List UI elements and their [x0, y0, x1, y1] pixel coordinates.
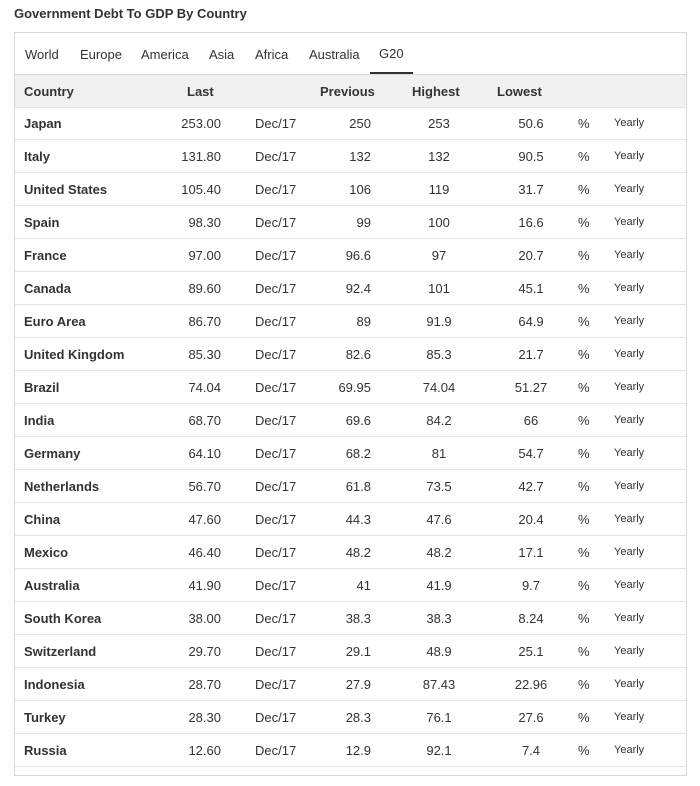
lowest-value-cell: 20.7 — [518, 248, 544, 263]
country-cell[interactable]: South Korea — [24, 611, 102, 626]
unit-cell: % — [578, 512, 590, 527]
lowest-value-cell: 45.1 — [518, 281, 544, 296]
lowest-value-cell: 25.1 — [518, 644, 544, 659]
previous-value-cell: 92.4 — [345, 281, 371, 296]
table-header — [15, 75, 686, 108]
country-cell[interactable]: Russia — [24, 743, 67, 758]
frequency-cell: Yearly — [614, 546, 645, 558]
lowest-value-cell: 17.1 — [518, 545, 544, 560]
frequency-cell: Yearly — [614, 414, 645, 426]
lowest-value-cell: 54.7 — [518, 446, 544, 461]
unit-cell: % — [578, 611, 590, 626]
column-header-last[interactable]: Last — [187, 84, 214, 99]
tab-world[interactable]: World — [25, 47, 59, 62]
reference-date-cell: Dec/17 — [255, 578, 297, 593]
unit-cell: % — [578, 314, 590, 329]
lowest-value-cell: 22.96 — [514, 677, 548, 692]
last-value-cell: 46.40 — [188, 545, 221, 560]
previous-value-cell: 61.8 — [345, 479, 371, 494]
reference-date-cell: Dec/17 — [255, 116, 297, 131]
frequency-cell: Yearly — [614, 447, 645, 459]
last-value-cell: 74.04 — [188, 380, 221, 395]
previous-value-cell: 44.3 — [345, 512, 371, 527]
last-value-cell: 86.70 — [188, 314, 221, 329]
frequency-cell: Yearly — [614, 480, 645, 492]
page-title: Government Debt To GDP By Country — [14, 6, 247, 21]
unit-cell: % — [578, 248, 590, 263]
frequency-cell: Yearly — [614, 612, 645, 624]
lowest-value-cell: 51.27 — [514, 380, 548, 395]
region-tabs — [15, 33, 686, 75]
highest-value-cell: 74.04 — [422, 380, 456, 395]
reference-date-cell: Dec/17 — [255, 710, 297, 725]
country-cell[interactable]: Brazil — [24, 380, 60, 395]
last-value-cell: 64.10 — [188, 446, 221, 461]
highest-value-cell: 92.1 — [426, 743, 452, 758]
reference-date-cell: Dec/17 — [255, 446, 297, 461]
highest-value-cell: 100 — [428, 215, 450, 230]
table-row[interactable] — [15, 140, 686, 173]
last-value-cell: 105.40 — [181, 182, 221, 197]
tab-america[interactable]: America — [141, 47, 189, 62]
highest-value-cell: 81 — [431, 446, 447, 461]
tab-australia[interactable]: Australia — [309, 47, 360, 62]
frequency-cell: Yearly — [614, 117, 645, 129]
table-row[interactable] — [15, 173, 686, 206]
country-cell[interactable]: Spain — [24, 215, 60, 230]
frequency-cell: Yearly — [614, 150, 645, 162]
table-row[interactable] — [15, 206, 686, 239]
reference-date-cell: Dec/17 — [255, 413, 297, 428]
frequency-cell: Yearly — [614, 249, 645, 261]
last-value-cell: 56.70 — [188, 479, 221, 494]
last-value-cell: 89.60 — [188, 281, 221, 296]
unit-cell: % — [578, 644, 590, 659]
previous-value-cell: 28.3 — [345, 710, 371, 725]
reference-date-cell: Dec/17 — [255, 248, 297, 263]
last-value-cell: 28.70 — [188, 677, 221, 692]
frequency-cell: Yearly — [614, 282, 645, 294]
previous-value-cell: 48.2 — [345, 545, 371, 560]
tab-asia[interactable]: Asia — [209, 47, 235, 62]
reference-date-cell: Dec/17 — [255, 347, 297, 362]
country-cell[interactable]: Italy — [24, 149, 51, 164]
unit-cell: % — [578, 347, 590, 362]
country-cell[interactable]: France — [24, 248, 67, 263]
frequency-cell: Yearly — [614, 216, 645, 228]
lowest-value-cell: 50.6 — [518, 116, 544, 131]
table-row[interactable] — [15, 305, 686, 338]
frequency-cell: Yearly — [614, 381, 645, 393]
reference-date-cell: Dec/17 — [255, 314, 297, 329]
lowest-value-cell: 42.7 — [518, 479, 544, 494]
previous-value-cell: 96.6 — [345, 248, 371, 263]
previous-value-cell: 41 — [356, 578, 371, 593]
frequency-cell: Yearly — [614, 315, 645, 327]
unit-cell: % — [578, 743, 590, 758]
previous-value-cell: 82.6 — [345, 347, 371, 362]
previous-value-cell: 89 — [356, 314, 371, 329]
highest-value-cell: 253 — [428, 116, 450, 131]
previous-value-cell: 68.2 — [345, 446, 371, 461]
table-row[interactable] — [15, 701, 686, 734]
lowest-value-cell: 90.5 — [518, 149, 544, 164]
highest-value-cell: 85.3 — [426, 347, 452, 362]
frequency-cell: Yearly — [614, 744, 645, 756]
last-value-cell: 85.30 — [188, 347, 221, 362]
column-header-highest[interactable]: Highest — [412, 84, 460, 99]
frequency-cell: Yearly — [614, 348, 645, 360]
highest-value-cell: 119 — [428, 182, 450, 197]
table-row[interactable] — [15, 635, 686, 668]
reference-date-cell: Dec/17 — [255, 611, 297, 626]
country-cell[interactable]: United States — [24, 182, 108, 197]
previous-value-cell: 27.9 — [345, 677, 371, 692]
country-cell[interactable]: Turkey — [24, 710, 66, 725]
reference-date-cell: Dec/17 — [255, 215, 297, 230]
country-cell[interactable]: Indonesia — [24, 677, 85, 692]
table-row[interactable] — [15, 668, 686, 701]
country-cell[interactable]: Canada — [24, 281, 71, 296]
unit-cell: % — [578, 710, 590, 725]
reference-date-cell: Dec/17 — [255, 512, 297, 527]
table-row[interactable] — [15, 338, 686, 371]
last-value-cell: 68.70 — [188, 413, 221, 428]
frequency-cell: Yearly — [614, 645, 645, 657]
lowest-value-cell: 7.4 — [521, 743, 541, 758]
lowest-value-cell: 8.24 — [518, 611, 544, 626]
previous-value-cell: 69.95 — [338, 380, 371, 395]
country-cell[interactable]: Japan — [24, 116, 62, 131]
previous-value-cell: 38.3 — [345, 611, 371, 626]
table-body — [15, 107, 686, 767]
highest-value-cell: 84.2 — [426, 413, 452, 428]
table-row[interactable] — [15, 239, 686, 272]
country-cell[interactable]: Switzerland — [24, 644, 97, 659]
reference-date-cell: Dec/17 — [255, 545, 297, 560]
unit-cell: % — [578, 413, 590, 428]
previous-value-cell: 12.9 — [345, 743, 371, 758]
country-cell[interactable]: China — [24, 512, 61, 527]
country-cell[interactable]: Mexico — [24, 545, 69, 560]
previous-value-cell: 132 — [349, 149, 371, 164]
unit-cell: % — [578, 677, 590, 692]
last-value-cell: 28.30 — [188, 710, 221, 725]
frequency-cell: Yearly — [614, 513, 645, 525]
table-row[interactable] — [15, 107, 686, 140]
frequency-cell: Yearly — [614, 711, 645, 723]
table-row[interactable] — [15, 272, 686, 305]
highest-value-cell: 73.5 — [426, 479, 452, 494]
highest-value-cell: 38.3 — [426, 611, 452, 626]
unit-cell: % — [578, 578, 590, 593]
highest-value-cell: 41.9 — [426, 578, 452, 593]
table-row[interactable] — [15, 602, 686, 635]
highest-value-cell: 132 — [428, 149, 450, 164]
reference-date-cell: Dec/17 — [255, 182, 297, 197]
previous-value-cell: 99 — [356, 215, 371, 230]
lowest-value-cell: 66 — [523, 413, 539, 428]
table-row[interactable] — [15, 437, 686, 470]
previous-value-cell: 69.6 — [345, 413, 371, 428]
last-value-cell: 29.70 — [188, 644, 221, 659]
unit-cell: % — [578, 182, 590, 197]
reference-date-cell: Dec/17 — [255, 677, 297, 692]
column-header-previous[interactable]: Previous — [320, 84, 375, 99]
previous-value-cell: 250 — [349, 116, 371, 131]
highest-value-cell: 47.6 — [426, 512, 452, 527]
country-cell[interactable]: United Kingdom — [24, 347, 125, 362]
table-row[interactable] — [15, 536, 686, 569]
highest-value-cell: 48.9 — [426, 644, 452, 659]
highest-value-cell: 91.9 — [426, 314, 452, 329]
reference-date-cell: Dec/17 — [255, 149, 297, 164]
previous-value-cell: 106 — [349, 182, 371, 197]
last-value-cell: 38.00 — [188, 611, 221, 626]
data-panel — [14, 32, 687, 776]
lowest-value-cell: 20.4 — [518, 512, 544, 527]
highest-value-cell: 48.2 — [426, 545, 452, 560]
table-row[interactable] — [15, 404, 686, 437]
lowest-value-cell: 27.6 — [518, 710, 544, 725]
reference-date-cell: Dec/17 — [255, 743, 297, 758]
tab-africa[interactable]: Africa — [255, 47, 289, 62]
lowest-value-cell: 21.7 — [518, 347, 544, 362]
highest-value-cell: 87.43 — [422, 677, 456, 692]
unit-cell: % — [578, 446, 590, 461]
last-value-cell: 41.90 — [188, 578, 221, 593]
unit-cell: % — [578, 545, 590, 560]
country-cell[interactable]: Netherlands — [24, 479, 100, 494]
last-value-cell: 98.30 — [188, 215, 221, 230]
unit-cell: % — [578, 479, 590, 494]
country-cell[interactable]: Australia — [24, 578, 80, 593]
reference-date-cell: Dec/17 — [255, 479, 297, 494]
country-cell[interactable]: Euro Area — [24, 314, 86, 329]
table-row[interactable] — [15, 470, 686, 503]
column-header-country[interactable]: Country — [24, 84, 74, 99]
highest-value-cell: 97 — [431, 248, 447, 263]
unit-cell: % — [578, 380, 590, 395]
highest-value-cell: 101 — [428, 281, 450, 296]
lowest-value-cell: 31.7 — [518, 182, 544, 197]
frequency-cell: Yearly — [614, 183, 645, 195]
frequency-cell: Yearly — [614, 678, 645, 690]
last-value-cell: 47.60 — [188, 512, 221, 527]
table-row[interactable] — [15, 371, 686, 404]
country-cell[interactable]: Germany — [24, 446, 81, 461]
reference-date-cell: Dec/17 — [255, 380, 297, 395]
unit-cell: % — [578, 149, 590, 164]
reference-date-cell: Dec/17 — [255, 281, 297, 296]
unit-cell: % — [578, 281, 590, 296]
lowest-value-cell: 16.6 — [518, 215, 544, 230]
frequency-cell: Yearly — [614, 579, 645, 591]
column-header-lowest[interactable]: Lowest — [497, 84, 542, 99]
lowest-value-cell: 64.9 — [518, 314, 544, 329]
lowest-value-cell: 9.7 — [521, 578, 541, 593]
previous-value-cell: 29.1 — [345, 644, 371, 659]
country-cell[interactable]: India — [24, 413, 55, 428]
reference-date-cell: Dec/17 — [255, 644, 297, 659]
tab-europe[interactable]: Europe — [80, 47, 122, 62]
last-value-cell: 253.00 — [181, 116, 221, 131]
unit-cell: % — [578, 215, 590, 230]
last-value-cell: 97.00 — [188, 248, 221, 263]
last-value-cell: 12.60 — [188, 743, 221, 758]
table-row[interactable] — [15, 734, 686, 767]
table-row[interactable] — [15, 503, 686, 536]
last-value-cell: 131.80 — [181, 149, 221, 164]
unit-cell: % — [578, 116, 590, 131]
highest-value-cell: 76.1 — [426, 710, 452, 725]
tab-g20[interactable]: G20 — [370, 33, 413, 74]
table-row[interactable] — [15, 569, 686, 602]
